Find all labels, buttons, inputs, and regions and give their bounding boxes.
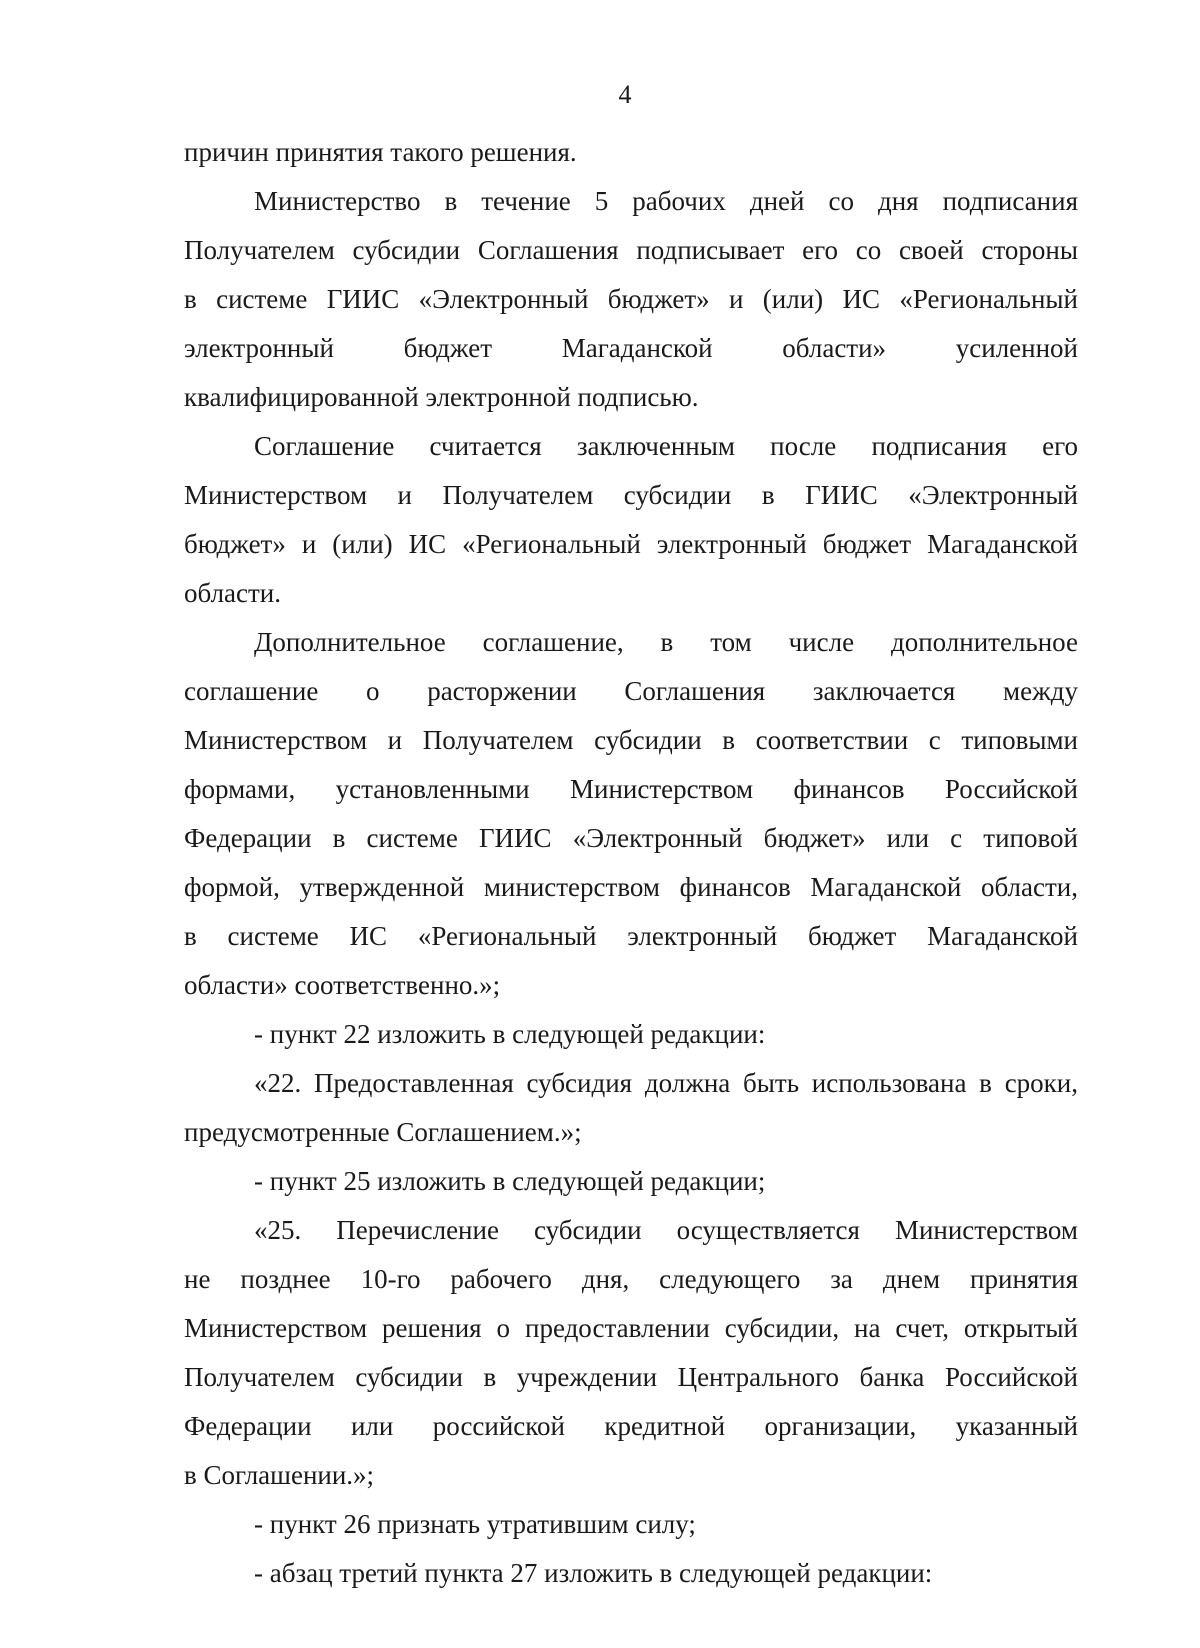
paragraph (184, 1059, 1078, 1157)
document-body (184, 128, 1078, 1598)
text-line: в системе ГИИС «Электронный бюджет» и (или) ИС «Региональный (184, 284, 1078, 314)
text-line: «25. Перечисление субсидии осуществляется Министерством (254, 1215, 1078, 1245)
text-line: «22. Предоставленная субсидия должна быть использована в сроки, (254, 1068, 1078, 1098)
text-line: Соглашение считается заключенным после подписания его (254, 431, 1078, 461)
text-line: предусмотренные Соглашением.»; (184, 1117, 582, 1147)
text-line: Министерство в течение 5 рабочих дней со дня подписания (254, 186, 1078, 216)
text-line: области. (184, 578, 282, 608)
text-line: квалифицированной электронной подписью. (184, 382, 699, 412)
text-line: Федерации в системе ГИИС «Электронный бюджет» или с типовой (184, 823, 1078, 853)
paragraph (184, 1157, 1078, 1206)
page-number: 4 (618, 80, 632, 109)
paragraph (184, 422, 1078, 618)
text-line: формами, установленными Министерством финансов Российской (184, 774, 1078, 804)
paragraph (184, 1549, 1078, 1598)
text-line: бюджет» и (или) ИС «Региональный электронный бюджет Магаданской (184, 529, 1078, 559)
text-line: не позднее 10-го рабочего дня, следующего за днем принятия (184, 1264, 1078, 1294)
text-line: - пункт 25 изложить в следующей редакции; (254, 1166, 766, 1196)
text-line: - пункт 26 признать утратившим силу; (254, 1509, 696, 1539)
text-line: причин принятия такого решения. (184, 137, 577, 167)
text-line: Дополнительное соглашение, в том числе дополнительное (254, 627, 1078, 657)
text-line: - пункт 22 изложить в следующей редакции: (254, 1019, 766, 1049)
text-line: электронный бюджет Магаданской области» усиленной (184, 333, 1078, 363)
paragraph (184, 1010, 1078, 1059)
text-line: Получателем субсидии Соглашения подписывает его со своей стороны (184, 235, 1078, 265)
text-line: области» соответственно.»; (184, 970, 501, 1000)
paragraph (184, 128, 1078, 177)
text-line: Министерством решения о предоставлении субсидии, на счет, открытый (184, 1313, 1078, 1343)
paragraph (184, 1206, 1078, 1500)
paragraph (184, 618, 1078, 1010)
text-line: Федерации или российской кредитной организации, указанный (184, 1411, 1078, 1441)
text-line: формой, утвержденной министерством финансов Магаданской области, (184, 872, 1078, 902)
text-line: в системе ИС «Региональный электронный бюджет Магаданской (184, 921, 1078, 951)
text-line: Министерством и Получателем субсидии в ГИИС «Электронный (184, 480, 1078, 510)
text-line: - абзац третий пункта 27 изложить в следующей редакции: (254, 1558, 933, 1588)
text-line: Получателем субсидии в учреждении Центрального банка Российской (184, 1362, 1078, 1392)
text-line: в Соглашении.»; (184, 1460, 375, 1490)
paragraph (184, 177, 1078, 422)
text-line: соглашение о расторжении Соглашения заключается между (184, 676, 1078, 706)
paragraph (184, 1500, 1078, 1549)
text-line: Министерством и Получателем субсидии в соответствии с типовыми (184, 725, 1078, 755)
